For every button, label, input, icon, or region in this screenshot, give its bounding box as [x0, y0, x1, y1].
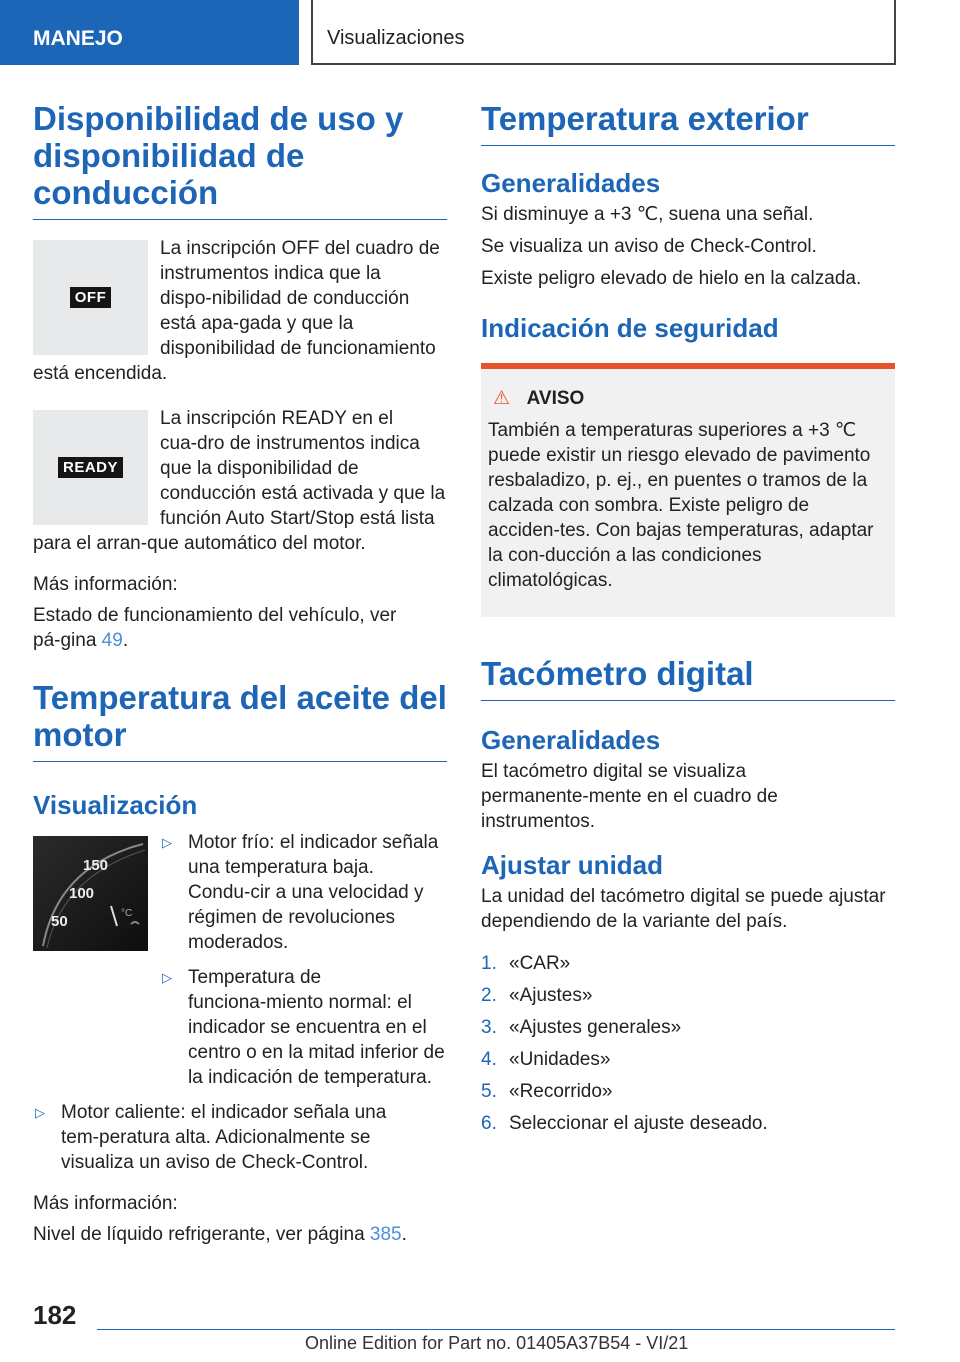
- warning-text: También a temperaturas superiores a +3 ℃ puede existir un riesgo elevado de pavimento resbaladizo, p. ej., en puentes o tramos de la calzada con sombra. Existe peligro de acciden‑tes. Con bajas temperaturas, adaptar la con‑ducción a las condiciones climatológicas.: [488, 420, 874, 591]
- reference-text: Estado de funcionamiento del vehículo, ver pá‑gina: [33, 605, 397, 651]
- heading-display: Visualización: [33, 790, 198, 820]
- bullet-hot-engine: [33, 1100, 447, 1175]
- off-display-image: [33, 240, 148, 355]
- heading-outside-temperature: Temperatura exterior: [481, 100, 895, 146]
- gauge-label-150: 150: [83, 857, 109, 874]
- step-text: Seleccionar el ajuste deseado.: [509, 1113, 768, 1134]
- step-number: 4.: [481, 1049, 497, 1070]
- warning-title-row: [488, 387, 887, 410]
- step-number: 2.: [481, 985, 497, 1006]
- step-number: 5.: [481, 1081, 497, 1102]
- bullet-normal-temp: [160, 965, 447, 1090]
- step-text: «Recorrido»: [509, 1081, 613, 1102]
- off-block: [33, 236, 447, 386]
- step-text: «Unidades»: [509, 1049, 611, 1070]
- unit-steps-list: [481, 948, 895, 1140]
- temp-line-2: Se visualiza un aviso de Check-Control.: [481, 236, 817, 257]
- heading-set-unit: Ajustar unidad: [481, 850, 664, 880]
- step-number: 1.: [481, 953, 497, 974]
- bullet-triangle-icon: ▷: [162, 835, 172, 850]
- gauge-block: [33, 830, 447, 1090]
- page-number: 182: [33, 1300, 77, 1330]
- off-text: La inscripción OFF del cuadro de instrumentos indica que la dispo‑nibilidad de conducción está apa‑gada y que la disponibilidad de funcionamiento está encendida.: [33, 238, 440, 384]
- bullet-triangle-icon: ▷: [35, 1105, 45, 1120]
- heading-availability: Disponibilidad de uso y disponibilidad de conducción: [33, 100, 447, 220]
- reference-coolant: [33, 1222, 447, 1247]
- gauge-label-100: 100: [69, 885, 95, 902]
- warning-title: AVISO: [526, 388, 585, 409]
- gauge-unit: °C: [121, 908, 133, 919]
- bullet-triangle-icon: ▷: [162, 970, 172, 985]
- ready-display-image: [33, 410, 148, 525]
- temp-line-1: Si disminuye a +3 ℃, suena una señal.: [481, 204, 814, 225]
- step-number: 6.: [481, 1113, 497, 1134]
- step-item: [481, 1012, 895, 1044]
- step-item: [481, 980, 895, 1012]
- footer-edition: Online Edition for Part no. 01405A37B54 - VI/21: [305, 1333, 689, 1353]
- temp-line-3: Existe peligro elevado de hielo en la calzada.: [481, 268, 862, 289]
- step-item: [481, 1108, 895, 1140]
- warning-triangle-icon: ⚠: [493, 388, 511, 409]
- bullet-text: Motor frío: el indicador señala una temperatura baja. Condu‑cir a una velocidad y régimen de revoluciones moderados.: [188, 832, 439, 953]
- reference-end: .: [122, 630, 129, 651]
- gauge-label-50: 50: [51, 913, 68, 930]
- left-column: [33, 100, 447, 1247]
- bullet-text: Motor caliente: el indicador señala una tem‑peratura alta. Adicionalmente se visualiza un aviso de Check-Control.: [61, 1102, 387, 1173]
- heading-oil-temperature: Temperatura del aceite del motor: [33, 679, 447, 762]
- step-item: [481, 948, 895, 980]
- footer-rule: [97, 1329, 895, 1330]
- more-info-label-2: Más información:: [33, 1193, 178, 1214]
- section-tab: MANEJO: [0, 0, 299, 65]
- bullet-text: Temperatura de funciona‑miento normal: el indicador se encuentra en el centro o en la mitad inferior de la indicación de temperatura.: [188, 967, 445, 1088]
- page-link-49[interactable]: 49: [101, 630, 123, 651]
- heading-general-2: Generalidades: [481, 725, 661, 755]
- step-text: «Ajustes generales»: [509, 1017, 682, 1038]
- unit-text: La unidad del tacómetro digital se puede ajustar dependiendo de la variante del país.: [481, 886, 886, 932]
- bullet-cold-engine: [160, 830, 447, 955]
- reference-operating-state: [33, 603, 447, 653]
- right-column: [481, 100, 895, 1140]
- step-item: [481, 1044, 895, 1076]
- ready-badge: READY: [58, 457, 123, 478]
- step-text: «CAR»: [509, 953, 571, 974]
- step-text: «Ajustes»: [509, 985, 593, 1006]
- page-link-385[interactable]: 385: [369, 1224, 402, 1245]
- oil-gauge-image: [33, 836, 148, 951]
- reference-text: Nivel de líquido refrigerante, ver página: [33, 1224, 365, 1245]
- off-badge: OFF: [70, 287, 112, 308]
- heading-general-1: Generalidades: [481, 168, 661, 198]
- more-info-label: Más información:: [33, 574, 178, 595]
- step-item: [481, 1076, 895, 1108]
- warning-box: [481, 363, 895, 617]
- speedometer-text: El tacómetro digital se visualiza permanente‑mente en el cuadro de instrumentos.: [481, 761, 778, 832]
- reference-end: .: [401, 1224, 407, 1245]
- ready-block: [33, 406, 447, 556]
- heading-safety: Indicación de seguridad: [481, 313, 779, 343]
- ready-text: La inscripción READY en el cua‑dro de instrumentos indica que la disponibilidad de conducción está activada y que la función Auto Start/Stop está lista para el arran‑que automático del motor.: [33, 408, 446, 554]
- step-number: 3.: [481, 1017, 497, 1038]
- heading-digital-speedometer: Tacómetro digital: [481, 655, 895, 701]
- chapter-title: Visualizaciones: [311, 0, 896, 65]
- oil-gauge-graphic: [33, 836, 148, 951]
